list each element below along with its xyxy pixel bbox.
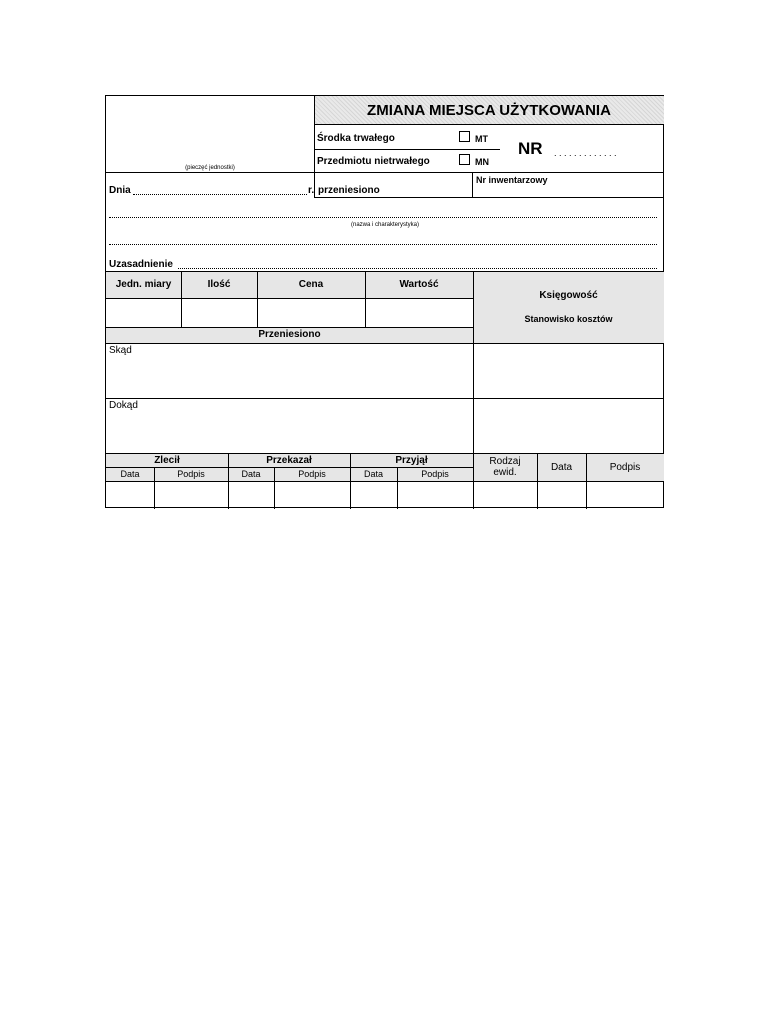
record-type-label-1: Rodzaj — [489, 456, 521, 467]
price-cell[interactable] — [258, 299, 364, 326]
accepted-date-label: Data — [363, 469, 383, 479]
fixed-asset-label: Środka trwałego — [317, 133, 395, 144]
handed-date-label: Data — [241, 469, 261, 479]
stamp-caption: (pieczęć jednostki) — [185, 165, 235, 171]
to-field[interactable] — [107, 413, 471, 451]
ordered-date-label: Data — [120, 469, 140, 479]
from-accounting-cell[interactable] — [475, 345, 663, 396]
record-type-label-2: ewid. — [493, 467, 517, 478]
non-durable-checkbox[interactable] — [459, 154, 470, 165]
col-unit-header: Jedn. miary — [115, 279, 172, 290]
record-type-cell[interactable] — [474, 482, 536, 508]
quantity-cell[interactable] — [182, 299, 256, 326]
description-caption: (nazwa i charakterystyka) — [350, 222, 420, 228]
inventory-label: Nr inwentarzowy — [476, 175, 548, 185]
fixed-asset-code: MT — [475, 134, 488, 144]
description-line-1[interactable] — [109, 217, 657, 218]
accounting-sign-cell[interactable] — [587, 482, 663, 508]
non-durable-label: Przedmiotu nietrwałego — [317, 156, 430, 167]
col-price-header: Cena — [298, 279, 324, 290]
date-label: Dnia — [109, 185, 131, 196]
ordered-label: Zlecił — [154, 455, 180, 466]
cost-center-label: Stanowisko kosztów — [524, 314, 613, 324]
from-field[interactable] — [107, 358, 471, 396]
accounting-date-label: Data — [550, 462, 573, 473]
transfer-form — [105, 95, 664, 508]
transferred-label: przeniesiono — [318, 185, 380, 196]
handed-label: Przekazał — [266, 455, 312, 466]
justification-field[interactable] — [178, 268, 657, 269]
form-title: ZMIANA MIEJSCA UŻYTKOWANIA — [367, 102, 611, 119]
to-label: Dokąd — [109, 400, 138, 411]
fixed-asset-checkbox[interactable] — [459, 131, 470, 142]
nr-label: NR — [518, 139, 543, 158]
ordered-sign-cell[interactable] — [155, 482, 227, 508]
date-field[interactable] — [133, 194, 307, 195]
nr-value[interactable]: . . . . . . . . . . . . . — [554, 148, 617, 158]
ordered-sign-label: Podpis — [177, 469, 205, 479]
transferred-title: Przeniesiono — [258, 329, 321, 340]
date-r-label: r. — [308, 185, 315, 196]
accounting-title: Księgowość — [539, 290, 598, 301]
accepted-sign-cell[interactable] — [398, 482, 472, 508]
handed-date-cell[interactable] — [229, 482, 273, 508]
accounting-sign-label: Podpis — [609, 462, 641, 473]
value-cell[interactable] — [366, 299, 472, 326]
ordered-date-cell[interactable] — [107, 482, 153, 508]
non-durable-code: MN — [475, 157, 489, 167]
justification-label: Uzasadnienie — [109, 259, 173, 270]
accepted-date-cell[interactable] — [351, 482, 396, 508]
accepted-sign-label: Podpis — [421, 469, 449, 479]
from-label: Skąd — [109, 345, 132, 356]
accepted-label: Przyjął — [395, 455, 428, 466]
unit-cell[interactable] — [107, 299, 180, 326]
handed-sign-label: Podpis — [298, 469, 326, 479]
accounting-header-bg — [473, 271, 664, 343]
col-quantity-header: Ilość — [207, 279, 231, 290]
handed-sign-cell[interactable] — [275, 482, 349, 508]
accounting-date-cell[interactable] — [538, 482, 585, 508]
to-accounting-cell[interactable] — [475, 400, 663, 451]
col-value-header: Wartość — [399, 279, 439, 290]
description-line-2[interactable] — [109, 244, 657, 245]
